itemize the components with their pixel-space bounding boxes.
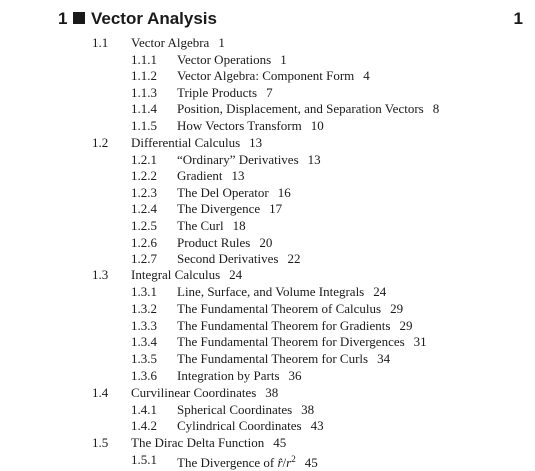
subsection-number: 1.1.4 [131,101,157,116]
subsection-title: “Ordinary” Derivatives [177,152,299,167]
subsection-page: 22 [287,251,301,266]
chapter-heading [58,9,523,31]
subsection-page: 43 [310,418,324,433]
exponent: 2 [291,454,296,464]
toc-subsection[interactable] [0,234,535,251]
toc-section[interactable] [0,266,535,283]
subsection-page: 17 [269,201,283,216]
subsection-title: The Del Operator [177,185,269,200]
section-page: 13 [249,135,263,150]
r-hat-symbol: r̂ [277,455,283,470]
toc-subsection[interactable] [0,200,535,217]
subsection-number: 1.1.5 [131,118,157,133]
toc-subsection[interactable] [0,417,535,434]
section-title: Vector Algebra [131,35,210,50]
toc-subsection[interactable] [0,333,535,350]
toc-subsection[interactable] [0,84,535,101]
subsection-title: The Fundamental Theorem for Gradients [177,318,391,333]
section-page: 45 [273,435,287,450]
section-page: 24 [229,267,243,282]
toc-subsection[interactable] [0,67,535,84]
section-page: 1 [218,35,225,50]
subsection-page: 4 [363,68,370,83]
toc-subsection[interactable] [0,250,535,267]
subsection-number: 1.3.3 [131,318,157,333]
subsection-title: Cylindrical Coordinates [177,418,302,433]
subsection-page: 18 [232,218,246,233]
subsection-page: 7 [266,85,273,100]
section-title: The Dirac Delta Function [131,435,265,450]
section-title: Integral Calculus [131,267,221,282]
subsection-title: Gradient [177,168,223,183]
section-number: 1.4 [92,385,109,400]
subsection-page: 1 [280,52,287,67]
toc-subsection[interactable] [0,100,535,117]
subsection-number: 1.2.2 [131,168,157,183]
subsection-page: 45 [304,455,318,470]
chapter-title: Vector Analysis [91,9,217,28]
toc-subsection[interactable] [0,300,535,317]
subsection-number: 1.2.6 [131,235,157,250]
subsection-title: Triple Products [177,85,258,100]
slash-symbol: / [282,455,287,470]
toc-section[interactable] [0,384,535,401]
subsection-title: The Divergence [177,201,261,216]
r-symbol: r [286,455,292,470]
subsection-number: 1.4.1 [131,402,157,417]
subsection-number: 1.4.2 [131,418,157,433]
subsection-title: The Fundamental Theorem for Curls [177,351,369,366]
section-number: 1.2 [92,135,109,150]
subsection-number: 1.2.4 [131,201,157,216]
subsection-page: 29 [390,301,404,316]
subsection-number: 1.1.1 [131,52,157,67]
section-number: 1.3 [92,267,109,282]
subsection-number: 1.1.3 [131,85,157,100]
toc-section[interactable] [0,134,535,151]
toc-subsection[interactable] [0,367,535,384]
toc-subsection[interactable] [0,401,535,418]
chapter-number: 1 [58,9,68,28]
subsection-page: 24 [373,284,387,299]
subsection-page: 31 [413,334,427,349]
subsection-number: 1.3.1 [131,284,157,299]
subsection-page: 8 [432,101,440,116]
section-number: 1.5 [92,435,109,450]
subsection-number: 1.2.7 [131,251,157,266]
subsection-page: 16 [277,185,291,200]
subsection-title: Vector Operations [177,52,272,67]
toc-subsection[interactable] [0,184,535,201]
subsection-number: 1.5.1 [131,452,157,467]
subsection-title: The Fundamental Theorem of Calculus [177,301,382,316]
subsection-page: 38 [301,402,315,417]
subsection-page: 13 [307,152,321,167]
subsection-title: The Curl [177,218,224,233]
subsection-title: Line, Surface, and Volume Integrals [177,284,365,299]
section-page: 38 [265,385,279,400]
subsection-title: The Fundamental Theorem for Divergences [177,334,405,349]
subsection-number: 1.2.3 [131,185,157,200]
subsection-title: Spherical Coordinates [177,402,293,417]
subsection-page: 10 [310,118,324,133]
subsection-page: 20 [259,235,273,250]
subsection-number: 1.3.2 [131,301,157,316]
subsection-page: 36 [288,368,302,383]
subsection-title: The Divergence of [177,455,278,470]
subsection-title: Integration by Parts [177,368,280,383]
subsection-number: 1.3.5 [131,351,157,366]
square-bullet-icon [73,12,85,24]
subsection-number: 1.3.4 [131,334,157,349]
subsection-title: Second Derivatives [177,251,279,266]
toc-subsection[interactable] [0,283,535,300]
subsection-title: Vector Algebra: Component Form [177,68,355,83]
toc-subsection[interactable] [0,167,535,184]
subsection-page: 29 [399,318,413,333]
toc-subsection[interactable] [0,51,535,68]
chapter-page-number: 1 [513,9,523,28]
section-number: 1.1 [92,35,109,50]
toc-subsection[interactable] [0,217,535,234]
subsection-number: 1.1.2 [131,68,157,83]
subsection-page: 34 [377,351,391,366]
section-title: Differential Calculus [131,135,241,150]
toc-subsection[interactable] [0,317,535,334]
section-title: Curvilinear Coordinates [131,385,257,400]
toc-subsection[interactable] [0,451,535,468]
toc-subsection[interactable] [0,350,535,367]
subsection-number: 1.2.5 [131,218,157,233]
subsection-title: Position, Displacement, and Separation Vectors [177,101,424,116]
toc-section[interactable] [0,34,535,51]
toc-subsection[interactable] [0,151,535,168]
toc-subsection[interactable] [0,117,535,134]
subsection-number: 1.2.1 [131,152,157,167]
subsection-page: 13 [231,168,245,183]
subsection-title: Product Rules [177,235,251,250]
subsection-number: 1.3.6 [131,368,157,383]
toc-section[interactable] [0,434,535,451]
subsection-title: How Vectors Transform [177,118,302,133]
